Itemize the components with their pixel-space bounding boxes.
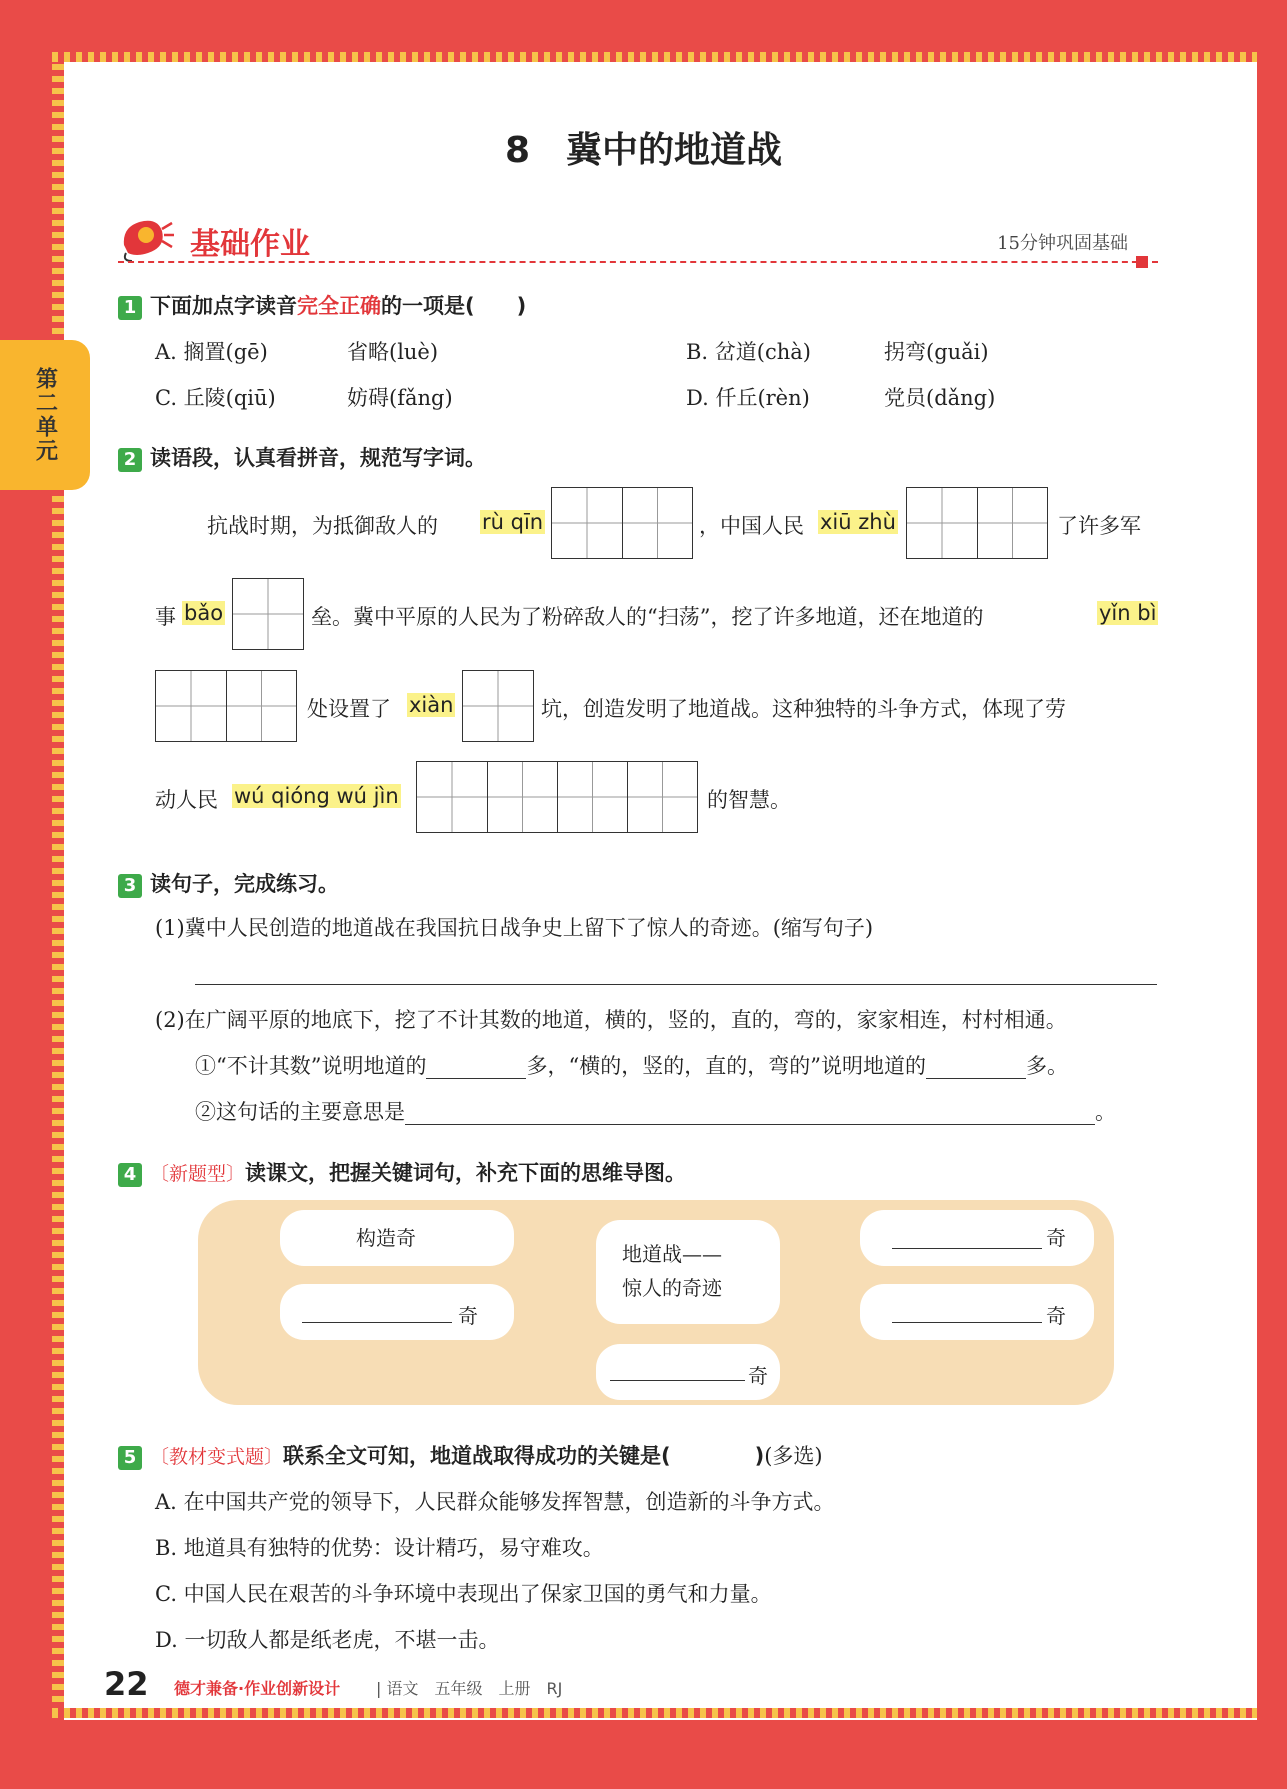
passage-text: 坑，创造发明了地道战。这种独特的斗争方式，体现了劳 [541,697,1066,721]
option-c: C. 丘陵(qiū) [155,386,276,410]
writing-grid[interactable] [462,670,534,742]
pinyin-hint: yǐn bì [1099,601,1157,625]
mind-node-label: 奇 [458,1304,478,1328]
passage-text: 了许多军 [1057,514,1141,538]
question-5 [118,1440,823,1470]
question-stem-emphasis: 完全正确 [297,294,381,318]
answer-blank[interactable] [926,1054,1026,1079]
footer-book-info: | 语文 五年级 上册 RJ [376,1679,563,1698]
trumpet-icon [118,215,174,265]
answer-line[interactable] [195,984,1157,985]
question-tag: 〔教材变式题〕 [150,1446,284,1468]
page-number: 22 [104,1665,149,1703]
mind-node-label: 构造奇 [356,1226,416,1250]
option-a: A. 搁置(gē) [155,340,268,364]
mind-node-label: 奇 [1046,1304,1066,1328]
sub-question-1: (1)冀中人民创造的地道战在我国抗日战争史上留下了惊人的奇迹。(缩写句子) [155,916,874,940]
writing-grid[interactable] [232,578,304,650]
question-4 [118,1157,686,1187]
mind-center-label: 地道战—— [622,1242,722,1266]
option-a: A. 在中国共产党的领导下，人民群众能够发挥智慧，创造新的斗争方式。 [155,1490,835,1514]
option-b: B. 岔道(chà) [686,340,811,364]
question-stem-end: 的一项是( ) [381,294,527,318]
pinyin-hint: xiū zhù [820,510,896,534]
writing-grid[interactable] [155,670,297,742]
sub-question-2a: ①“不计其数”说明地道的 多，“横的，竖的，直的，弯的”说明地道的 多。 [195,1054,1068,1078]
question-number: 3 [118,874,142,898]
passage-text: 垒。冀中平原的人民为了粉碎敌人的“扫荡”，挖了许多地道，还在地道的 [311,605,984,629]
question-stem: 读课文，把握关键词句，补充下面的思维导图。 [245,1161,687,1185]
passage-text: 的智慧。 [707,788,791,812]
page-title: 8 冀中的地道战 [504,130,783,171]
question-tag: 〔新题型〕 [150,1163,246,1185]
mind-map [198,1200,1114,1405]
question-stem: 联系全文可知，地道战取得成功的关键是( ) [283,1444,765,1468]
section-note: 15分钟巩固基础 [997,233,1128,254]
passage-text: 动人民 [155,788,218,812]
question-1 [118,290,526,320]
writing-grid[interactable] [416,761,698,833]
answer-blank[interactable] [892,1322,1042,1323]
question-stem: 下面加点字读音 [150,294,297,318]
answer-blank[interactable] [405,1100,1095,1125]
mind-node-label: 奇 [748,1364,768,1388]
pinyin-hint: bǎo [184,601,224,625]
question-number: 1 [118,296,142,320]
footer-brand: 德才兼备·作业创新设计 [174,1679,341,1698]
question-3 [118,868,339,898]
answer-blank[interactable] [892,1248,1042,1249]
option-d-word2: 党员(dǎng) [884,386,996,410]
section-title: 基础作业 [190,227,310,262]
pinyin-hint: wú qióng wú jìn [234,784,399,808]
question-number: 4 [118,1163,142,1187]
mind-node-label: 奇 [1046,1226,1066,1250]
question-number: 2 [118,448,142,472]
pinyin-hint: rù qīn [482,510,544,534]
passage-text: 事 [155,605,176,629]
writing-grid[interactable] [906,487,1048,559]
question-stem: 读句子，完成练习。 [150,872,339,896]
answer-blank[interactable] [610,1380,745,1381]
mind-center-label: 惊人的奇迹 [622,1276,722,1300]
sub-question-2b: ②这句话的主要意思是 。 [195,1100,1116,1124]
section-header [118,215,1158,265]
option-b-word2: 拐弯(guǎi) [884,340,989,364]
sub-question-2: (2)在广阔平原的地底下，挖了不计其数的地道，横的，竖的，直的，弯的，家家相连，村村相通。 [155,1008,1067,1032]
option-b: B. 地道具有独特的优势：设计精巧，易守难攻。 [155,1536,604,1560]
divider-end-mark [1136,256,1148,268]
option-d: D. 一切敌人都是纸老虎，不堪一击。 [155,1628,500,1652]
option-c: C. 中国人民在艰苦的斗争环境中表现出了保家卫国的勇气和力量。 [155,1582,772,1606]
passage-text: ，中国人民 [699,514,804,538]
question-2 [118,442,486,472]
page-border-top [52,52,1257,62]
page-border-bottom [52,1708,1257,1718]
answer-blank[interactable] [426,1054,526,1079]
pinyin-hint: xiàn [409,693,454,717]
passage-text: 抗战时期，为抵御敌人的 [207,514,438,538]
answer-blank[interactable] [302,1322,452,1323]
option-d: D. 仟丘(rèn) [686,386,810,410]
unit-tab: 第二单元 [0,340,90,490]
option-c-word2: 妨碍(fǎng) [347,386,453,410]
question-stem: 读语段，认真看拼音，规范写字词。 [150,446,486,470]
writing-grid[interactable] [551,487,693,559]
section-divider [118,261,1158,263]
page-border-left [52,52,64,1720]
passage-text: 处设置了 [307,697,391,721]
option-a-word2: 省略(luè) [347,340,439,364]
question-number: 5 [118,1446,142,1470]
question-note: (多选) [764,1444,823,1468]
